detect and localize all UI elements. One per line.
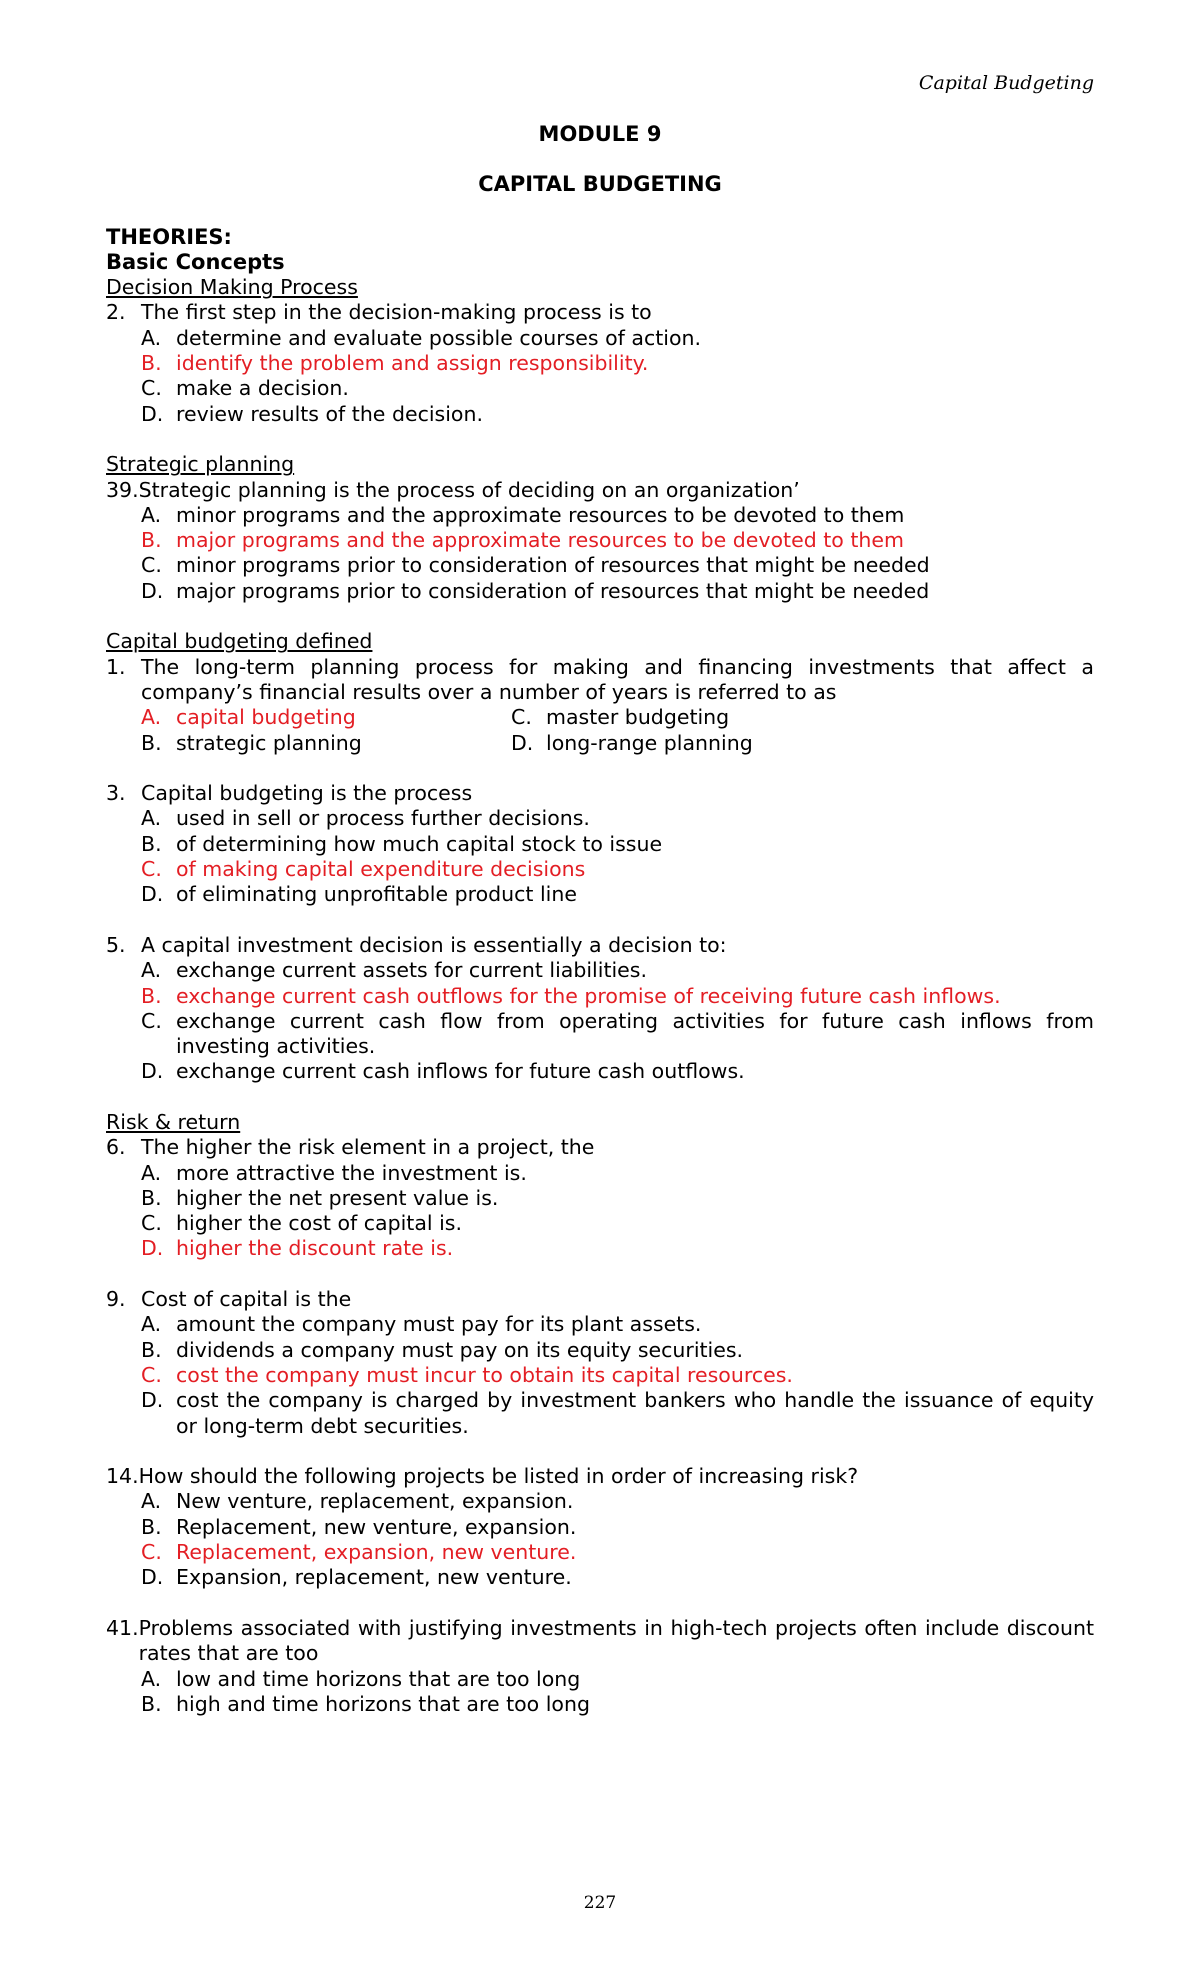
option-c-correct bbox=[106, 857, 1094, 882]
page-number: 227 bbox=[583, 1893, 617, 1913]
option-text: major programs and the approximate resources to be devoted to them bbox=[176, 528, 904, 553]
option-text: New venture, replacement, expansion. bbox=[176, 1489, 574, 1514]
theories-heading: THEORIES: bbox=[106, 224, 232, 249]
question-text: Strategic planning is the process of deciding on an organization’ bbox=[138, 477, 800, 502]
option-letter: B. bbox=[141, 983, 162, 1008]
option-letter: D. bbox=[141, 578, 164, 603]
option-a bbox=[106, 326, 1094, 351]
option-letter: B. bbox=[141, 1337, 162, 1362]
question-9 bbox=[106, 1287, 1094, 1312]
question-number: 14. bbox=[106, 1464, 139, 1489]
option-a bbox=[106, 1312, 1094, 1337]
option-letter: B. bbox=[141, 528, 162, 553]
option-text: master budgeting bbox=[546, 705, 730, 730]
section-heading-risk-return: Risk & return bbox=[106, 1109, 241, 1134]
question-number: 3. bbox=[106, 781, 126, 806]
option-c bbox=[511, 705, 881, 730]
question-41 bbox=[106, 1616, 1094, 1667]
option-letter: B. bbox=[141, 351, 162, 376]
option-letter: D. bbox=[511, 730, 534, 755]
option-letter: C. bbox=[141, 1540, 162, 1565]
option-letter: D. bbox=[141, 1565, 164, 1590]
option-b bbox=[106, 1338, 1094, 1363]
option-text: cost the company must incur to obtain its capital resources. bbox=[176, 1362, 793, 1387]
basic-concepts-heading: Basic Concepts bbox=[106, 249, 285, 274]
option-text: Replacement, expansion, new venture. bbox=[176, 1540, 577, 1565]
option-letter: C. bbox=[141, 857, 162, 882]
question-text: The first step in the decision-making process is to bbox=[141, 300, 652, 325]
question-text: Cost of capital is the bbox=[141, 1287, 352, 1312]
option-b-correct bbox=[106, 528, 1094, 553]
option-text: used in sell or process further decisions. bbox=[176, 806, 590, 831]
spacer bbox=[106, 1591, 1094, 1616]
question-2 bbox=[106, 300, 1094, 325]
option-c bbox=[106, 553, 1094, 578]
question-number: 39. bbox=[106, 477, 139, 502]
option-b bbox=[106, 832, 1094, 857]
option-d bbox=[106, 579, 1094, 604]
question-6 bbox=[106, 1135, 1094, 1160]
option-letter: A. bbox=[141, 806, 162, 831]
option-a bbox=[106, 806, 1094, 831]
option-text: capital budgeting bbox=[176, 705, 356, 730]
option-text: high and time horizons that are too long bbox=[176, 1691, 590, 1716]
option-a bbox=[106, 958, 1094, 983]
question-14 bbox=[106, 1464, 1094, 1489]
spacer bbox=[106, 1085, 1094, 1110]
option-letter: A. bbox=[141, 502, 162, 527]
option-letter: C. bbox=[141, 553, 162, 578]
option-letter: D. bbox=[141, 1236, 164, 1261]
option-text: of eliminating unprofitable product line bbox=[176, 882, 577, 907]
question-text: Problems associated with justifying investments in high-tech projects often include discount rates that are too bbox=[138, 1615, 1094, 1666]
option-b bbox=[106, 1186, 1094, 1211]
option-letter: D. bbox=[141, 1388, 164, 1413]
spacer bbox=[106, 1439, 1094, 1464]
question-1 bbox=[106, 655, 1094, 706]
question-text: A capital investment decision is essentially a decision to: bbox=[141, 932, 727, 957]
question-number: 1. bbox=[106, 654, 126, 679]
question-text: Capital budgeting is the process bbox=[141, 781, 473, 806]
option-text: identify the problem and assign responsibility. bbox=[176, 351, 649, 376]
option-letter: A. bbox=[141, 325, 162, 350]
option-d bbox=[106, 402, 1094, 427]
option-letter: B. bbox=[141, 1691, 162, 1716]
section-heading-capital-budgeting-defined: Capital budgeting defined bbox=[106, 629, 373, 654]
option-text: make a decision. bbox=[176, 376, 349, 401]
spacer bbox=[106, 756, 1094, 781]
option-text: review results of the decision. bbox=[176, 401, 483, 426]
question-text: How should the following projects be listed in order of increasing risk? bbox=[138, 1464, 859, 1489]
option-text: minor programs and the approximate resources to be devoted to them bbox=[176, 502, 905, 527]
page-content bbox=[106, 122, 1094, 1717]
spacer bbox=[106, 908, 1094, 933]
option-letter: C. bbox=[141, 1008, 162, 1033]
option-d bbox=[106, 1388, 1094, 1439]
question-number: 6. bbox=[106, 1135, 126, 1160]
option-b bbox=[106, 1692, 1094, 1717]
option-d bbox=[106, 1565, 1094, 1590]
chapter-title: CAPITAL BUDGETING bbox=[478, 172, 722, 197]
option-text: higher the cost of capital is. bbox=[176, 1211, 462, 1236]
spacer bbox=[106, 427, 1094, 452]
question-number: 9. bbox=[106, 1287, 126, 1312]
option-b-correct bbox=[106, 351, 1094, 376]
option-text: of determining how much capital stock to issue bbox=[176, 831, 663, 856]
option-text: major programs prior to consideration of resources that might be needed bbox=[176, 578, 930, 603]
option-letter: A. bbox=[141, 1489, 162, 1514]
question-5 bbox=[106, 933, 1094, 958]
option-letter: A. bbox=[141, 958, 162, 983]
option-text: dividends a company must pay on its equity securities. bbox=[176, 1337, 744, 1362]
option-text: higher the discount rate is. bbox=[176, 1236, 454, 1261]
question-39 bbox=[106, 478, 1094, 503]
option-text: strategic planning bbox=[176, 730, 362, 755]
options-row-1 bbox=[106, 705, 1094, 730]
option-letter: B. bbox=[141, 831, 162, 856]
option-letter: C. bbox=[141, 376, 162, 401]
option-letter: D. bbox=[141, 401, 164, 426]
option-c bbox=[106, 1211, 1094, 1236]
option-letter: B. bbox=[141, 1514, 162, 1539]
option-letter: B. bbox=[141, 1185, 162, 1210]
option-text: Replacement, new venture, expansion. bbox=[176, 1514, 577, 1539]
question-text: The higher the risk element in a project, the bbox=[141, 1135, 595, 1160]
spacer bbox=[106, 1262, 1094, 1287]
option-c bbox=[106, 1009, 1094, 1060]
option-a bbox=[106, 1161, 1094, 1186]
question-text: The long-term planning process for making and financing investments that affect a company’s financial results over a number of years is referred to as bbox=[141, 654, 1094, 704]
option-d bbox=[106, 882, 1094, 907]
option-text: amount the company must pay for its plant assets. bbox=[176, 1312, 702, 1337]
spacer bbox=[106, 604, 1094, 629]
option-letter: D. bbox=[141, 882, 164, 907]
option-a-correct bbox=[141, 705, 511, 730]
question-3 bbox=[106, 781, 1094, 806]
option-d bbox=[511, 731, 881, 756]
option-d-correct bbox=[106, 1236, 1094, 1261]
option-text: exchange current assets for current liabilities. bbox=[176, 958, 647, 983]
module-title: MODULE 9 bbox=[538, 122, 662, 146]
question-number: 41. bbox=[106, 1615, 139, 1640]
section-heading-decision: Decision Making Process bbox=[106, 275, 358, 300]
option-b-correct bbox=[106, 984, 1094, 1009]
options-row-2 bbox=[106, 731, 1094, 756]
option-letter: C. bbox=[141, 1211, 162, 1236]
question-number: 5. bbox=[106, 932, 126, 957]
option-letter: A. bbox=[141, 1666, 162, 1691]
option-c-correct bbox=[106, 1363, 1094, 1388]
running-head: Capital Budgeting bbox=[918, 72, 1094, 94]
option-letter: A. bbox=[141, 1312, 162, 1337]
option-letter: A. bbox=[141, 1160, 162, 1185]
option-text: more attractive the investment is. bbox=[176, 1160, 527, 1185]
option-text: exchange current cash flow from operating activities for future cash inflows from investing activities. bbox=[176, 1008, 1094, 1059]
option-text: long-range planning bbox=[546, 730, 753, 755]
option-text: Expansion, replacement, new venture. bbox=[176, 1565, 572, 1590]
option-a bbox=[106, 503, 1094, 528]
option-letter: D. bbox=[141, 1059, 164, 1084]
option-text: higher the net present value is. bbox=[176, 1185, 499, 1210]
option-text: cost the company is charged by investment bankers who handle the issuance of equity or long-term debt securities. bbox=[176, 1388, 1094, 1438]
option-letter: C. bbox=[141, 1362, 162, 1387]
option-c bbox=[106, 376, 1094, 401]
option-c-correct bbox=[106, 1540, 1094, 1565]
option-text: exchange current cash outflows for the promise of receiving future cash inflows. bbox=[176, 983, 1001, 1008]
option-letter: C. bbox=[511, 705, 532, 730]
option-a bbox=[106, 1489, 1094, 1514]
section-heading-strategic: Strategic planning bbox=[106, 452, 295, 477]
option-text: determine and evaluate possible courses of action. bbox=[176, 325, 702, 350]
option-b bbox=[106, 1515, 1094, 1540]
option-d bbox=[106, 1059, 1094, 1084]
option-a bbox=[106, 1667, 1094, 1692]
option-letter: A. bbox=[141, 705, 162, 730]
option-text: minor programs prior to consideration of resources that might be needed bbox=[176, 553, 930, 578]
option-text: of making capital expenditure decisions bbox=[176, 857, 586, 882]
option-text: exchange current cash inflows for future cash outflows. bbox=[176, 1059, 745, 1084]
option-text: low and time horizons that are too long bbox=[176, 1666, 581, 1691]
option-letter: B. bbox=[141, 730, 162, 755]
question-number: 2. bbox=[106, 300, 126, 325]
option-b bbox=[141, 731, 511, 756]
